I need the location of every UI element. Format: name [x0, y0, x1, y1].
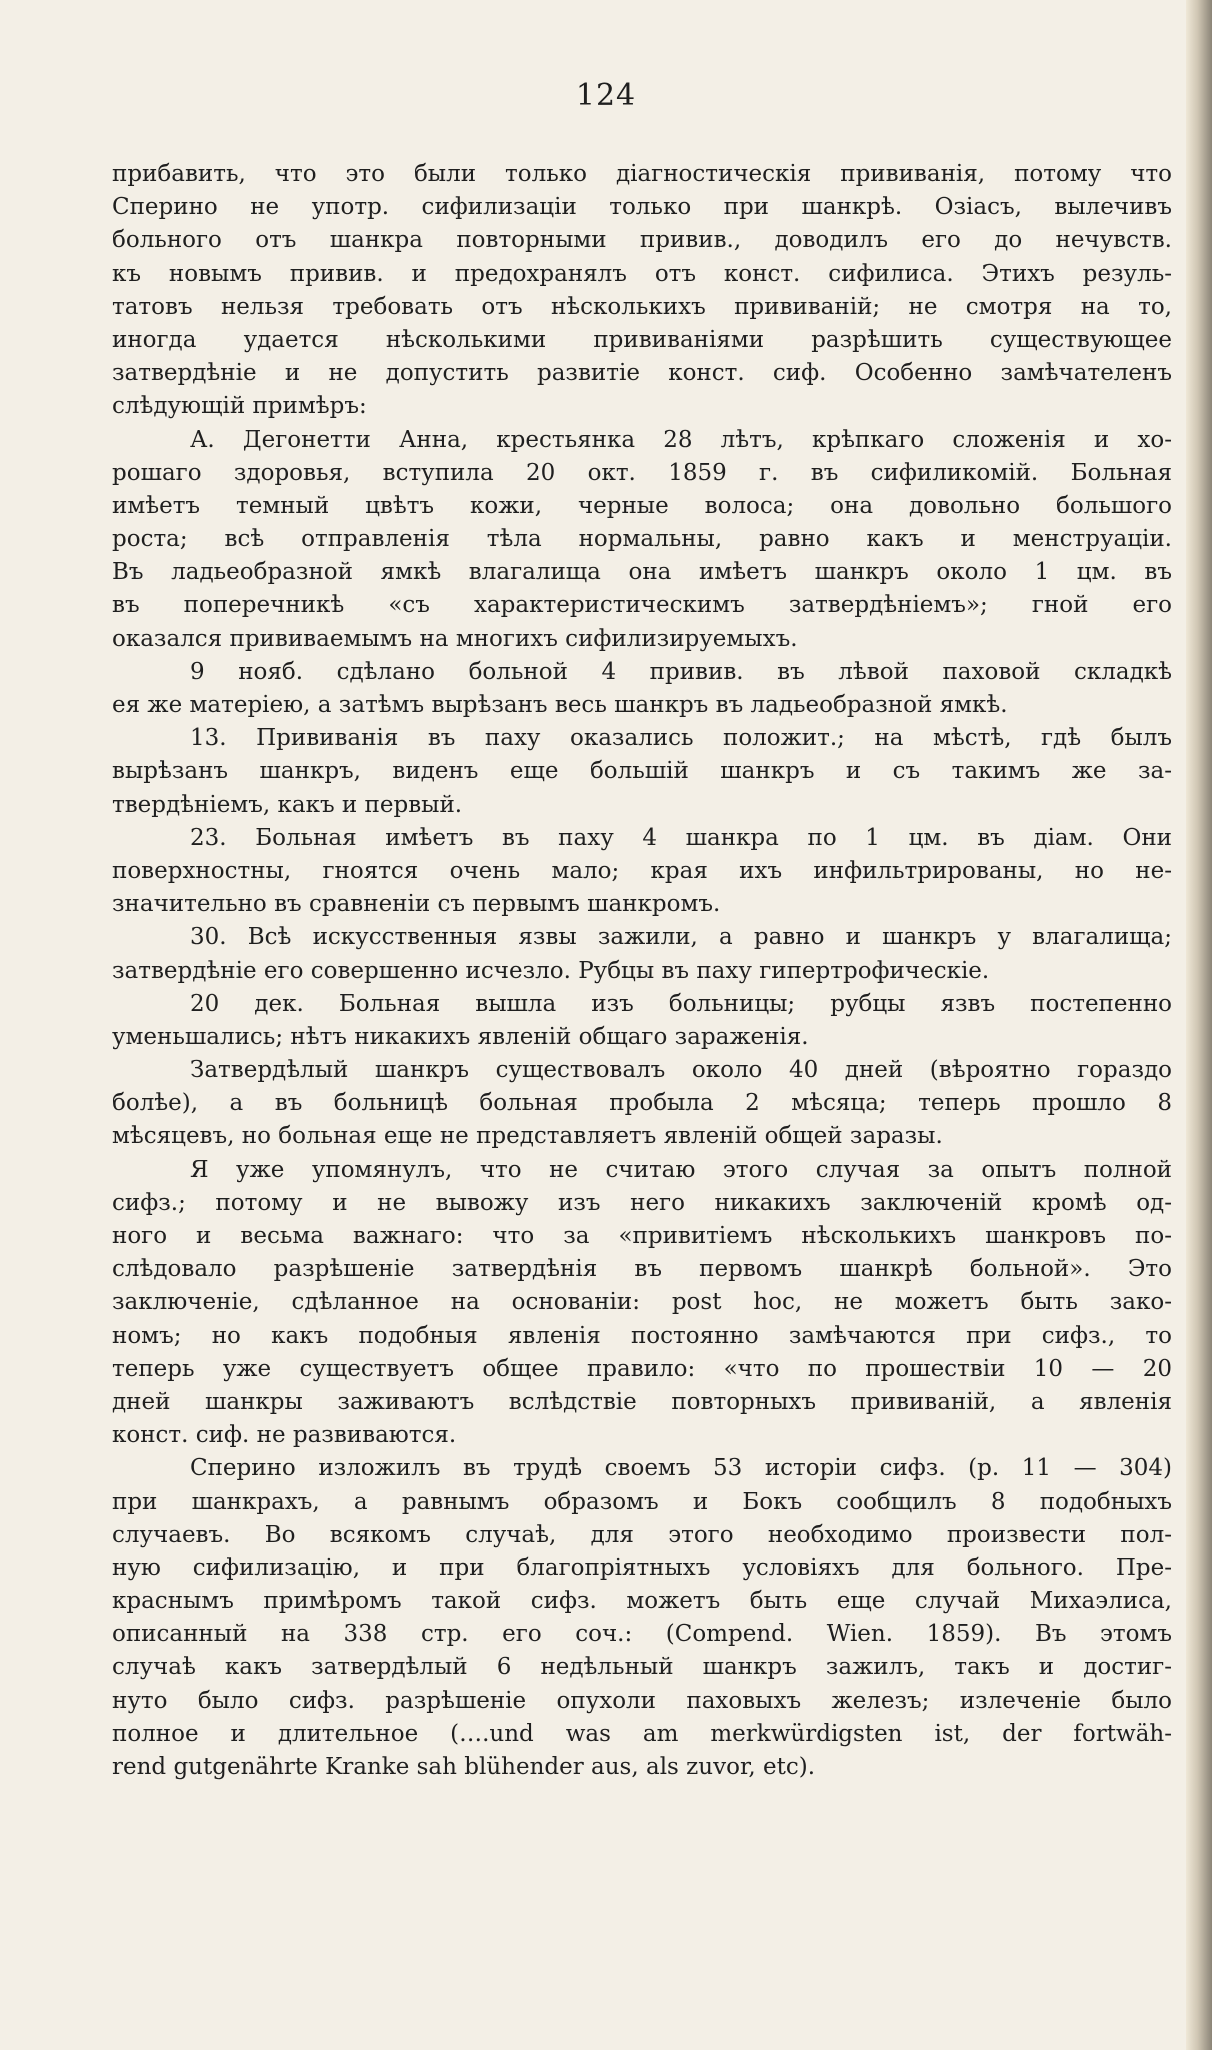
text-line: теперь уже существуетъ общее правило: «что по прошествіи 10 — 20: [112, 1355, 1172, 1382]
text-line: дней шанкры заживаютъ вслѣдствіе повторныхъ прививаній, а явленія: [112, 1388, 1172, 1415]
text-line: оказался прививаемымъ на многихъ сифилизируемыхъ.: [112, 625, 798, 652]
text-line: въ поперечникѣ «съ характеристическимъ затвердѣніемъ»; гной его: [112, 592, 1172, 619]
text-line: номъ; но какъ подобныя явленія постоянно замѣчаются при сифз., то: [112, 1322, 1172, 1349]
text-line: 30. Всѣ искусственныя язвы зажили, а равно и шанкръ у влагалища;: [190, 924, 1172, 951]
text-line: твердѣніемъ, какъ и первый.: [112, 791, 463, 818]
text-line: 20 дек. Больная вышла изъ больницы; рубцы язвъ постепенно: [190, 990, 1172, 1017]
text-line: заключеніе, сдѣланное на основаніи: post hoc, не можетъ быть зако-: [112, 1289, 1172, 1316]
text-line: ного и весьма важнаго: что за «привитіемъ нѣсколькихъ шанкровъ по-: [112, 1223, 1172, 1249]
text-line: роста; всѣ отправленія тѣла нормальны, равно какъ и менструаціи.: [112, 526, 1172, 553]
text-line: слѣдующій примѣръ:: [112, 393, 367, 420]
text-line: Я уже упомянулъ, что не считаю этого случая за опытъ полной: [190, 1156, 1172, 1183]
text-line: прибавить, что это были только діагностическія прививанія, потому что: [112, 161, 1172, 187]
text-line: 13. Прививанія въ паху оказались положит.; на мѣстѣ, гдѣ былъ: [190, 725, 1172, 752]
text-line: рошаго здоровья, вступила 20 окт. 1859 г. въ сифиликомій. Больная: [112, 459, 1172, 486]
text-line: краснымъ примѣромъ такой сифз. можетъ быть еще случай Михаэлиса,: [112, 1588, 1172, 1615]
text-line: 23. Больная имѣетъ въ паху 4 шанкра по 1 цм. въ діам. Они: [190, 824, 1172, 851]
text-line: А. Дегонетти Анна, крестьянка 28 лѣтъ, крѣпкаго сложенія и хо-: [190, 426, 1172, 453]
text-line: нуто было сифз. разрѣшеніе опухоли паховыхъ железъ; излеченіе было: [112, 1687, 1172, 1714]
page-number: 124: [575, 78, 637, 113]
text-line: ея же матеріею, а затѣмъ вырѣзанъ весь шанкръ въ ладьеобразной ямкѣ.: [112, 692, 1008, 718]
text-line: значительно въ сравненіи съ первымъ шанкромъ.: [112, 891, 721, 918]
text-line: Сперино изложилъ въ трудѣ своемъ 53 исторіи сифз. (p. 11 — 304): [190, 1455, 1172, 1482]
text-line: полное и длительное (….und was am merkwürdigsten ist, der fortwäh-: [112, 1720, 1172, 1747]
text-line: затвердѣніе его совершенно исчезло. Рубцы въ паху гипертрофическіе.: [112, 957, 990, 984]
text-line: rend gutgenährte Kranke sah blühender aus, als zuvor, etc).: [112, 1754, 816, 1780]
text-line: конст. сиф. не развиваются.: [112, 1422, 457, 1449]
text-line: поверхностны, гноятся очень мало; края ихъ инфильтрированы, но не-: [112, 857, 1172, 884]
text-line: затвердѣніе и не допустить развитіе конст. сиф. Особенно замѣчателенъ: [112, 360, 1172, 387]
text-line: больного отъ шанкра повторными привив., доводилъ его до нечувств.: [112, 227, 1172, 254]
text-line: случаѣ какъ затвердѣлый 6 недѣльный шанкръ зажилъ, такъ и достиг-: [112, 1654, 1172, 1681]
text-line: болѣе), а въ больницѣ больная пробыла 2 мѣсяца; теперь прошло 8: [112, 1090, 1172, 1117]
text-line: уменьшались; нѣтъ никакихъ явленій общаго зараженія.: [112, 1023, 809, 1050]
text-line: Сперино не употр. сифилизаціи только при шанкрѣ. Озіасъ, вылечивъ: [112, 194, 1172, 221]
text-line: случаевъ. Во всякомъ случаѣ, для этого необходимо произвести пол-: [112, 1521, 1172, 1548]
text-line: при шанкрахъ, а равнымъ образомъ и Бокъ сообщилъ 8 подобныхъ: [112, 1488, 1172, 1515]
scan-edge-shadow: [1186, 0, 1212, 2050]
text-line: Затвердѣлый шанкръ существовалъ около 40 дней (вѣроятно гораздо: [190, 1057, 1172, 1084]
text-line: ную сифилизацію, и при благопріятныхъ условіяхъ для больного. Пре-: [112, 1554, 1172, 1581]
text-line: Въ ладьеобразной ямкѣ влагалища она имѣетъ шанкръ около 1 цм. въ: [112, 559, 1172, 586]
text-line: 9 нояб. сдѣлано больной 4 привив. въ лѣвой паховой складкѣ: [190, 658, 1172, 685]
text-line: вырѣзанъ шанкръ, виденъ еще большій шанкръ и съ такимъ же за-: [112, 758, 1172, 785]
text-line: слѣдовало разрѣшеніе затвердѣнія въ первомъ шанкрѣ больной». Это: [112, 1256, 1172, 1283]
text-line: сифз.; потому и не вывожу изъ него никакихъ заключеній кромѣ од-: [112, 1189, 1172, 1216]
text-line: имѣетъ темный цвѣтъ кожи, черные волоса; она довольно большого: [112, 492, 1172, 519]
text-line: иногда удается нѣсколькими прививаніями разрѣшить существующее: [112, 326, 1172, 353]
text-line: мѣсяцевъ, но больная еще не представляетъ явленій общей заразы.: [112, 1123, 943, 1150]
text-line: къ новымъ привив. и предохранялъ отъ конст. сифилиса. Этихъ резуль-: [112, 260, 1172, 287]
text-line: татовъ нельзя требовать отъ нѣсколькихъ прививаній; не смотря на то,: [112, 293, 1172, 320]
text-block: [112, 158, 1172, 1784]
text-line: описанный на 338 стр. его соч.: (Compend. Wien. 1859). Въ этомъ: [112, 1621, 1172, 1648]
